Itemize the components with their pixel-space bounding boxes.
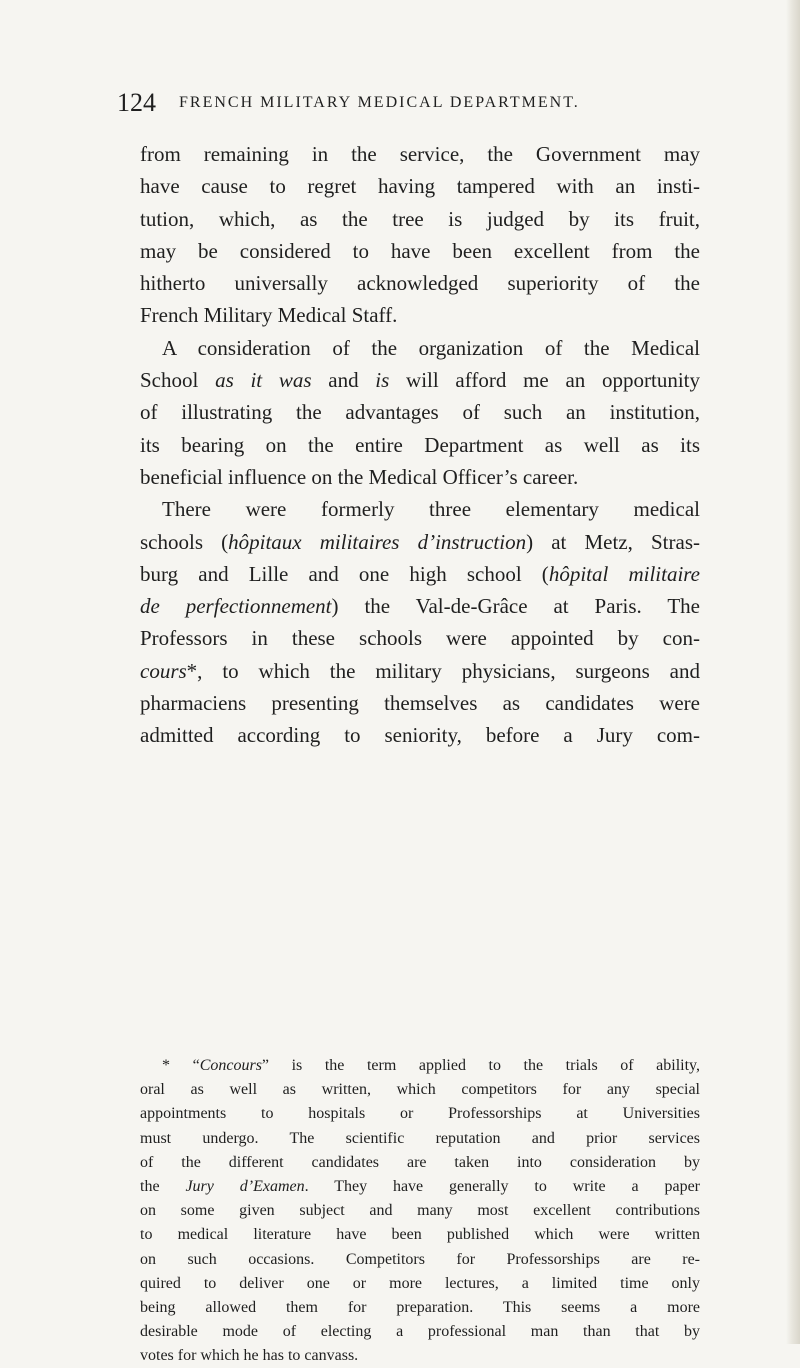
footnote-line: quired to deliver one or more lectures, a limited time only: [140, 1274, 700, 1292]
text-line: Professors in these schools were appointed by con-: [140, 626, 700, 651]
italic-phrase: hôpital militaire: [548, 561, 700, 586]
text-line: admitted according to seniority, before a Jury com-: [140, 723, 700, 748]
italic-phrase: hôpitaux militaires d’instruction: [228, 529, 527, 554]
footnote-line: desirable mode of electing a professional man than that by: [140, 1323, 700, 1341]
text-line: burg and Lille and one high school (hôpital militaire: [140, 561, 700, 586]
text-line: A consideration of the organization of the Medical: [162, 335, 700, 360]
italic-phrase: de perfectionnement: [140, 594, 332, 619]
text-line: There were formerly three elementary medical: [162, 497, 700, 522]
text-line: have cause to regret having tampered with an insti-: [140, 174, 700, 199]
italic-phrase: is: [375, 368, 390, 393]
text-line: French Military Medical Staff.: [140, 303, 398, 328]
page-header: [117, 88, 702, 122]
footnote: [140, 1054, 700, 1368]
footnote-line: votes for which he has to canvass.: [140, 1347, 359, 1365]
footnote-line: to medical literature have been published which were written: [140, 1226, 700, 1244]
text-line: from remaining in the service, the Government may: [140, 142, 700, 166]
italic-phrase: as it was: [215, 368, 312, 393]
italic-phrase: Concours: [199, 1057, 262, 1074]
text-line: hitherto universally acknowledged superiority of the: [140, 271, 700, 296]
text-line: cours*, to which the military physicians, surgeons and: [140, 658, 700, 683]
italic-phrase: Jury d’Examen: [185, 1177, 305, 1195]
footnote-line: * “Concours” is the term applied to the trials of ability,: [162, 1057, 701, 1074]
text-line: schools (hôpitaux militaires d’instruction) at Metz, Stras-: [140, 529, 701, 554]
footnote-line: must undergo. The scientific reputation and prior services: [140, 1129, 700, 1147]
footnote-line: on such occasions. Competitors for Professorships are re-: [140, 1250, 700, 1268]
footnote-line: appointments to hospitals or Professorships at Universities: [140, 1105, 700, 1123]
text-line: of illustrating the advantages of such an institution,: [140, 400, 700, 425]
footnote-line: of the different candidates are taken into consideration by: [140, 1153, 700, 1171]
italic-phrase: cours: [140, 658, 187, 683]
page-edge-shadow: [786, 0, 800, 1344]
text-line: may be considered to have been excellent from the: [140, 238, 700, 263]
main-text: [140, 138, 700, 752]
text-line: School as it was and is will afford me an opportunity: [140, 368, 700, 393]
footnote-line: the Jury d’Examen. They have generally to write a paper: [140, 1177, 701, 1195]
footnote-line: being allowed them for preparation. This seems a more: [140, 1298, 700, 1316]
text-line: beneficial influence on the Medical Officer’s career.: [140, 464, 579, 489]
text-line: tution, which, as the tree is judged by its fruit,: [140, 206, 700, 231]
text-line: its bearing on the entire Department as well as its: [140, 432, 700, 457]
page-number: 124: [117, 88, 156, 117]
text-line: de perfectionnement) the Val-de-Grâce at Paris. The: [140, 594, 700, 619]
text-line: pharmaciens presenting themselves as candidates were: [140, 691, 700, 716]
running-head: FRENCH MILITARY MEDICAL DEPARTMENT.: [179, 94, 580, 111]
footnote-line: on some given subject and many most excellent contributions: [140, 1202, 700, 1220]
footnote-line: oral as well as written, which competitors for any special: [140, 1081, 700, 1099]
